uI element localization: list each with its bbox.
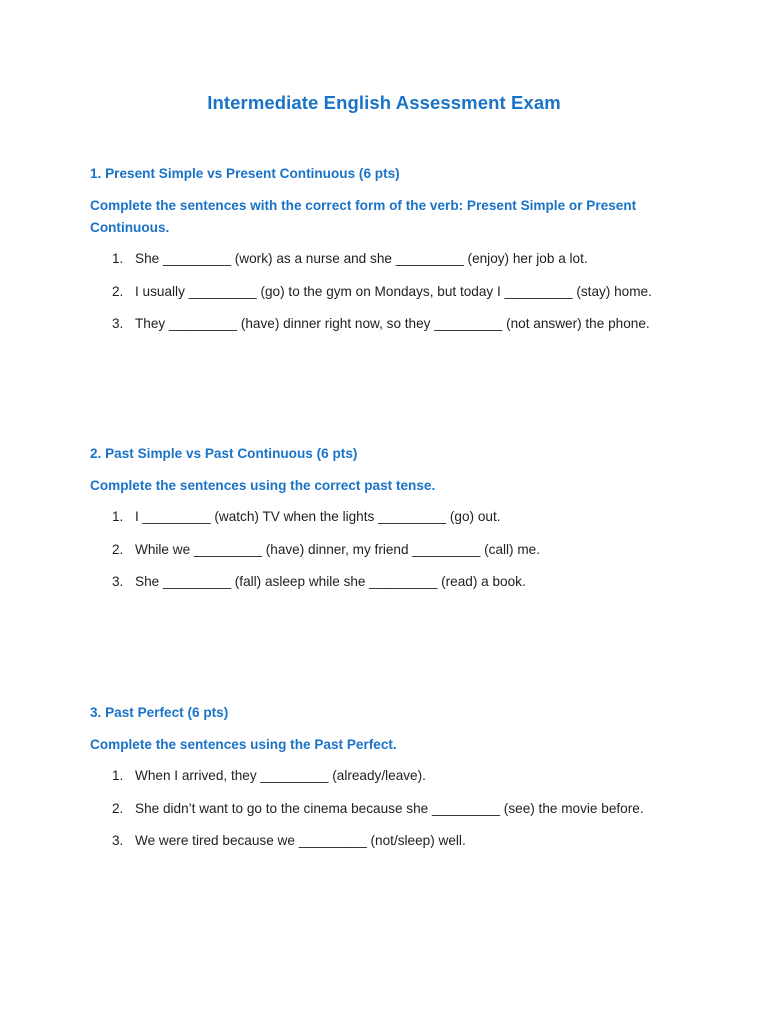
question-text: I usually _________ (go) to the gym on Mondays, but today I _________ (stay) home. [135,283,652,299]
question-list [90,249,690,334]
question-text: While we _________ (have) dinner, my friend _________ (call) me. [135,541,541,557]
question-number: 1. [112,768,124,783]
question-item [90,314,690,334]
question-text: They _________ (have) dinner right now, so they _________ (not answer) the phone. [135,316,650,331]
question-item [90,572,690,592]
question-item [90,507,690,527]
question-number: 1. [112,509,124,524]
question-item [90,540,690,560]
section-past-simple-vs-continuous [90,444,690,605]
question-text: She _________ (fall) asleep while she _________ (read) a book. [135,574,526,589]
question-text: She _________ (work) as a nurse and she _________ (enjoy) her job a lot. [135,251,588,266]
section-instruction: Complete the sentences with the correct form of the verb: Present Simple or Present Continuous. [90,198,637,235]
question-item [90,249,690,269]
question-number: 3. [112,833,124,848]
section-heading: 1. Present Simple vs Present Continuous (6 pts) [90,166,400,181]
page-title: Intermediate English Assessment Exam [207,92,561,113]
question-number: 1. [112,251,124,266]
question-item [90,282,690,302]
question-text: We were tired because we _________ (not/sleep) well. [135,833,466,848]
question-text: She didn’t want to go to the cinema because she _________ (see) the movie before. [135,800,644,816]
question-number: 2. [112,800,124,816]
question-item [90,799,690,819]
question-number: 2. [112,541,124,557]
section-past-perfect [90,703,690,864]
question-number: 3. [112,316,124,331]
question-text: I _________ (watch) TV when the lights _________ (go) out. [135,509,501,524]
question-number: 3. [112,574,124,589]
section-instruction: Complete the sentences using the Past Perfect. [90,737,397,752]
question-item [90,831,690,851]
section-present-simple-vs-continuous [90,164,690,347]
question-text: When I arrived, they _________ (already/leave). [135,768,426,783]
section-heading: 3. Past Perfect (6 pts) [90,705,229,720]
question-number: 2. [112,283,124,299]
question-item [90,766,690,786]
section-instruction: Complete the sentences using the correct past tense. [90,478,436,493]
question-list [90,507,690,592]
section-heading: 2. Past Simple vs Past Continuous (6 pts) [90,446,358,461]
question-list [90,766,690,851]
